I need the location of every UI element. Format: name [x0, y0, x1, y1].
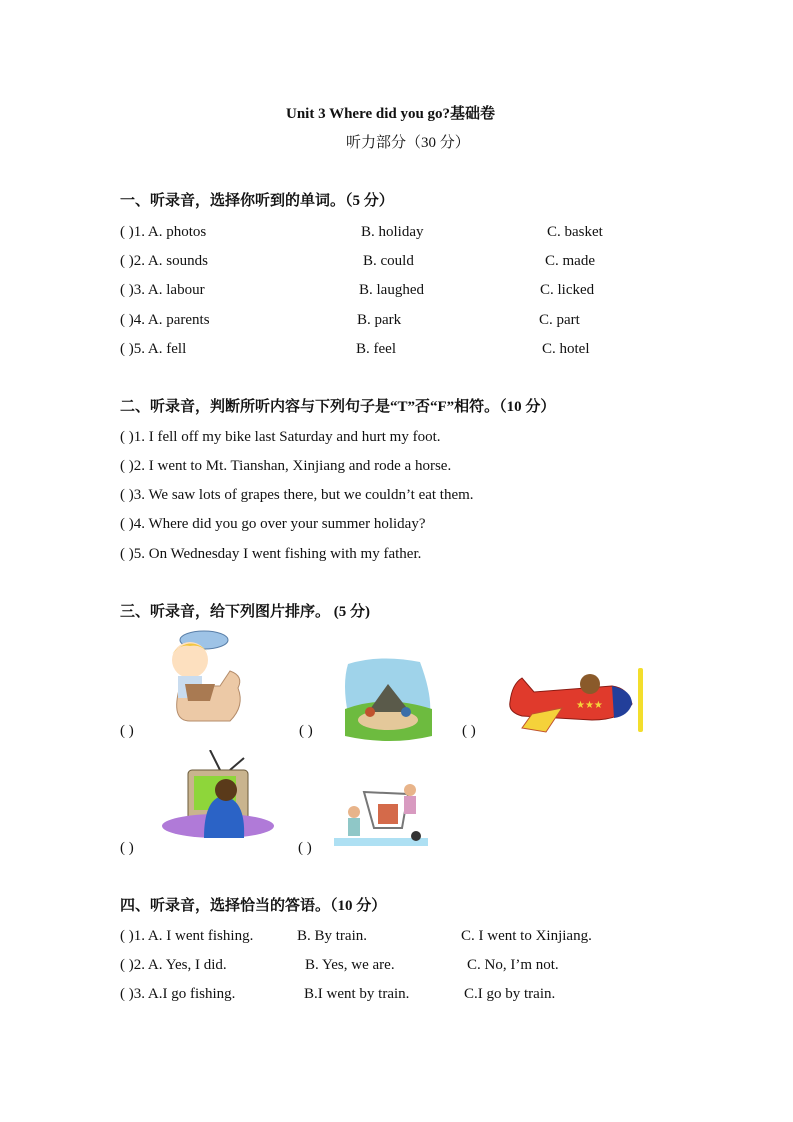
- page-subtitle: 听力部分（30 分）: [346, 135, 470, 151]
- question-item: ( )1. A. I went fishing.: [120, 928, 254, 944]
- statement-item: ( )1. I fell off my bike last Saturday and hurt my foot.: [120, 429, 441, 445]
- option-b: B.I went by train.: [304, 986, 410, 1002]
- question-item: ( )3. A.I go fishing.: [120, 986, 236, 1002]
- statement-item: ( )4. Where did you go over your summer holiday?: [120, 516, 426, 532]
- option-c: C. part: [539, 312, 580, 328]
- order-blank[interactable]: ( ): [120, 723, 134, 739]
- page-title: Unit 3 Where did you go?基础卷: [286, 106, 496, 122]
- order-blank[interactable]: ( ): [299, 723, 313, 739]
- question-item: ( )1. A. photos: [120, 224, 207, 240]
- section1-heading: 一、听录音，选择你听到的单词。（5 分）: [120, 193, 394, 209]
- option-b: B. By train.: [297, 928, 367, 944]
- option-b: B. Yes, we are.: [305, 957, 395, 973]
- statement-item: ( )2. I went to Mt. Tianshan, Xinjiang and rode a horse.: [120, 458, 452, 474]
- option-b: B. park: [357, 312, 402, 328]
- statement-item: ( )3. We saw lots of grapes there, but we couldn’t eat them.: [120, 487, 474, 503]
- question-item: ( )3. A. labour: [120, 282, 205, 298]
- svg-text:★★★: ★★★: [576, 700, 603, 711]
- question-item: ( )5. A. fell: [120, 341, 187, 357]
- section3-heading: 三、听录音，给下列图片排序。 (5 分): [120, 604, 370, 620]
- option-c: C. basket: [547, 224, 603, 240]
- option-c: C. hotel: [542, 341, 590, 357]
- option-c: C.I go by train.: [464, 986, 556, 1002]
- order-blank[interactable]: ( ): [298, 840, 312, 856]
- airplane-image: [502, 664, 646, 736]
- section4-heading: 四、听录音，选择恰当的答语。（10 分）: [120, 898, 387, 914]
- question-item: ( )2. A. Yes, I did.: [120, 957, 227, 973]
- boy-riding-horse-image: [160, 626, 248, 724]
- statement-item: ( )5. On Wednesday I went fishing with my father.: [120, 546, 422, 562]
- watching-tv-image: [160, 750, 282, 846]
- shopping-image: [334, 772, 428, 848]
- camping-image: [340, 654, 434, 742]
- order-blank[interactable]: ( ): [120, 840, 134, 856]
- order-blank[interactable]: ( ): [462, 723, 476, 739]
- option-c: C. made: [545, 253, 595, 269]
- option-c: C. I went to Xinjiang.: [461, 928, 592, 944]
- option-b: B. feel: [356, 341, 396, 357]
- question-item: ( )2. A. sounds: [120, 253, 208, 269]
- question-item: ( )4. A. parents: [120, 312, 210, 328]
- section2-heading: 二、听录音，判断所听内容与下列句子是“T”否“F”相符。（10 分）: [120, 399, 556, 415]
- option-c: C. licked: [540, 282, 595, 298]
- option-b: B. laughed: [359, 282, 424, 298]
- option-c: C. No, I’m not.: [467, 957, 559, 973]
- option-b: B. holiday: [361, 224, 424, 240]
- option-b: B. could: [363, 253, 414, 269]
